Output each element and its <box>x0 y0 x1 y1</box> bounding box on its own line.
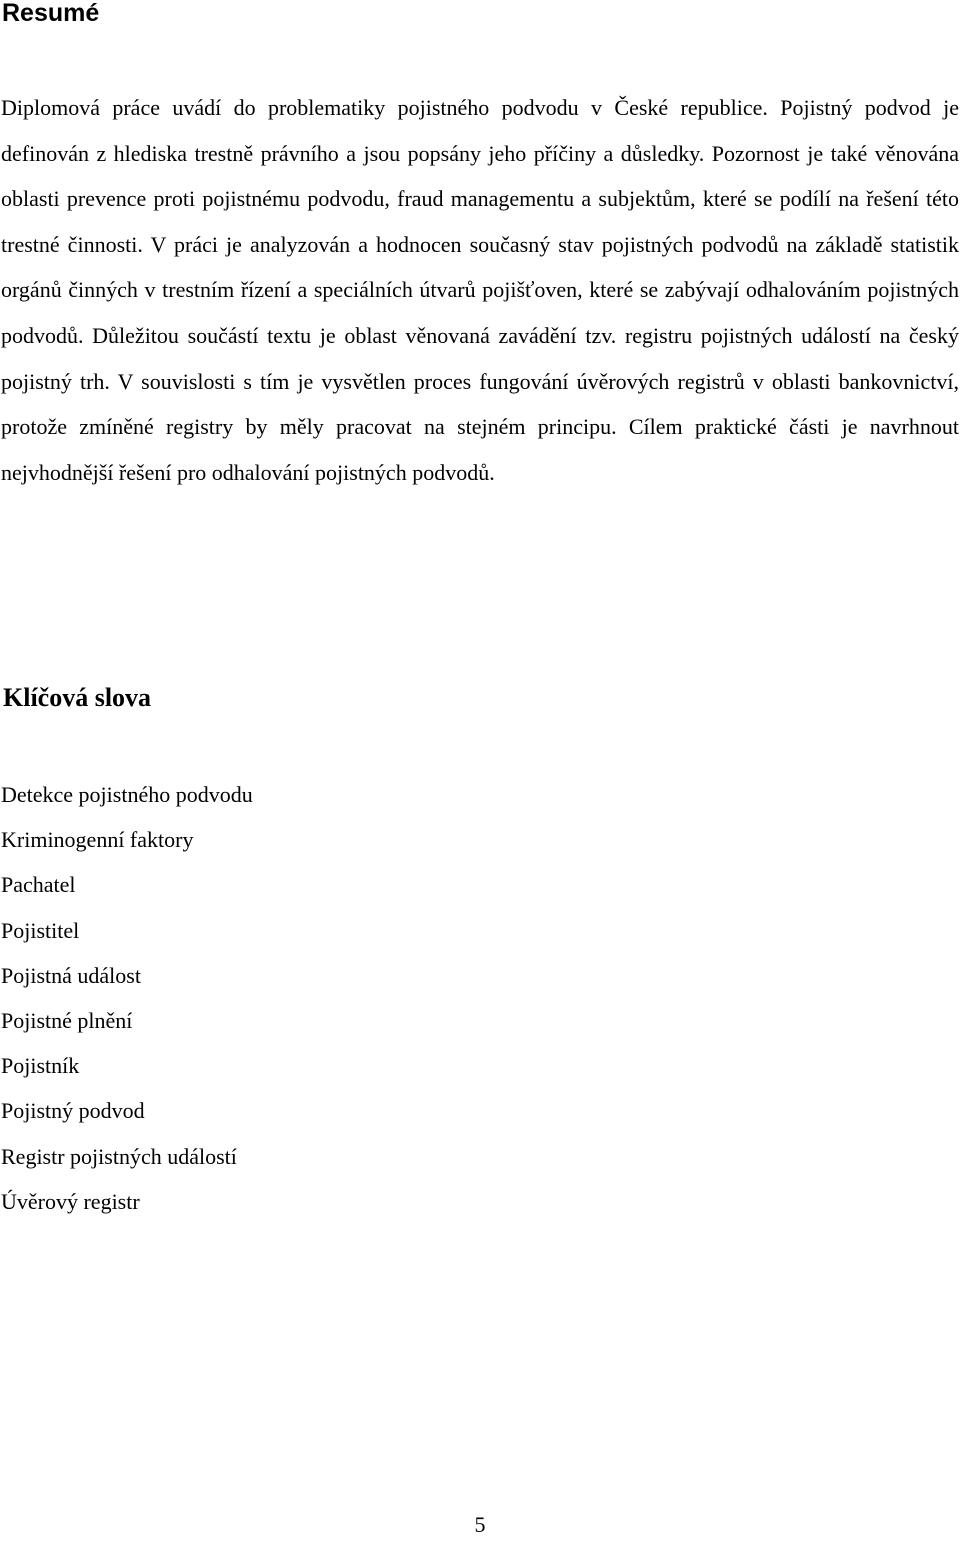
resume-heading: Resumé <box>2 0 100 27</box>
keywords-heading: Klíčová slova <box>3 683 152 712</box>
keyword-item: Pojistný podvod <box>1 1098 145 1124</box>
keyword-item: Pojistné plnění <box>1 1008 133 1034</box>
keyword-item: Pojistná událost <box>1 962 141 988</box>
keyword-item: Detekce pojistného podvodu <box>1 782 253 807</box>
keyword-item: Pojistitel <box>1 917 80 943</box>
keyword-item: Pachatel <box>1 872 76 898</box>
keyword-item: Úvěrový registr <box>1 1188 140 1214</box>
keyword-item: Registr pojistných událostí <box>1 1143 237 1169</box>
keyword-item: Kriminogenní faktory <box>1 827 194 853</box>
resume-paragraph: Diplomová práce uvádí do problematiky pojistného podvodu v České republice. Pojistný podvod je definován z hlediska trestně právního a jsou popsány jeho příčiny a důsledky. Pozornost je také věnována oblasti prevence proti pojistnému podvodu, fraud managementu a subjektům, které se podílí na řešení této trestné činnosti. V práci je analyzován a hodnocen současný stav pojistných podvodů na základě statistik orgánů činných v trestním řízení a speciálních útvarů pojišťoven, které se zabývají odhalováním pojistných podvodů. Důležitou součástí textu je oblast věnovaná zavádění tzv. registru pojistných událostí na český pojistný trh. V souvislosti s tím je vysvětlen proces fungování úvěrových registrů v oblasti bankovnictví, protože zmíněné registry by měly pracovat na stejném principu. Cílem praktické části je navrhnout nejvhodnější řešení pro odhalování pojistných podvodů. <box>1 95 959 485</box>
keyword-item: Pojistník <box>1 1053 80 1079</box>
page-number: 5 <box>474 1512 486 1537</box>
keywords-list <box>1 772 253 1224</box>
